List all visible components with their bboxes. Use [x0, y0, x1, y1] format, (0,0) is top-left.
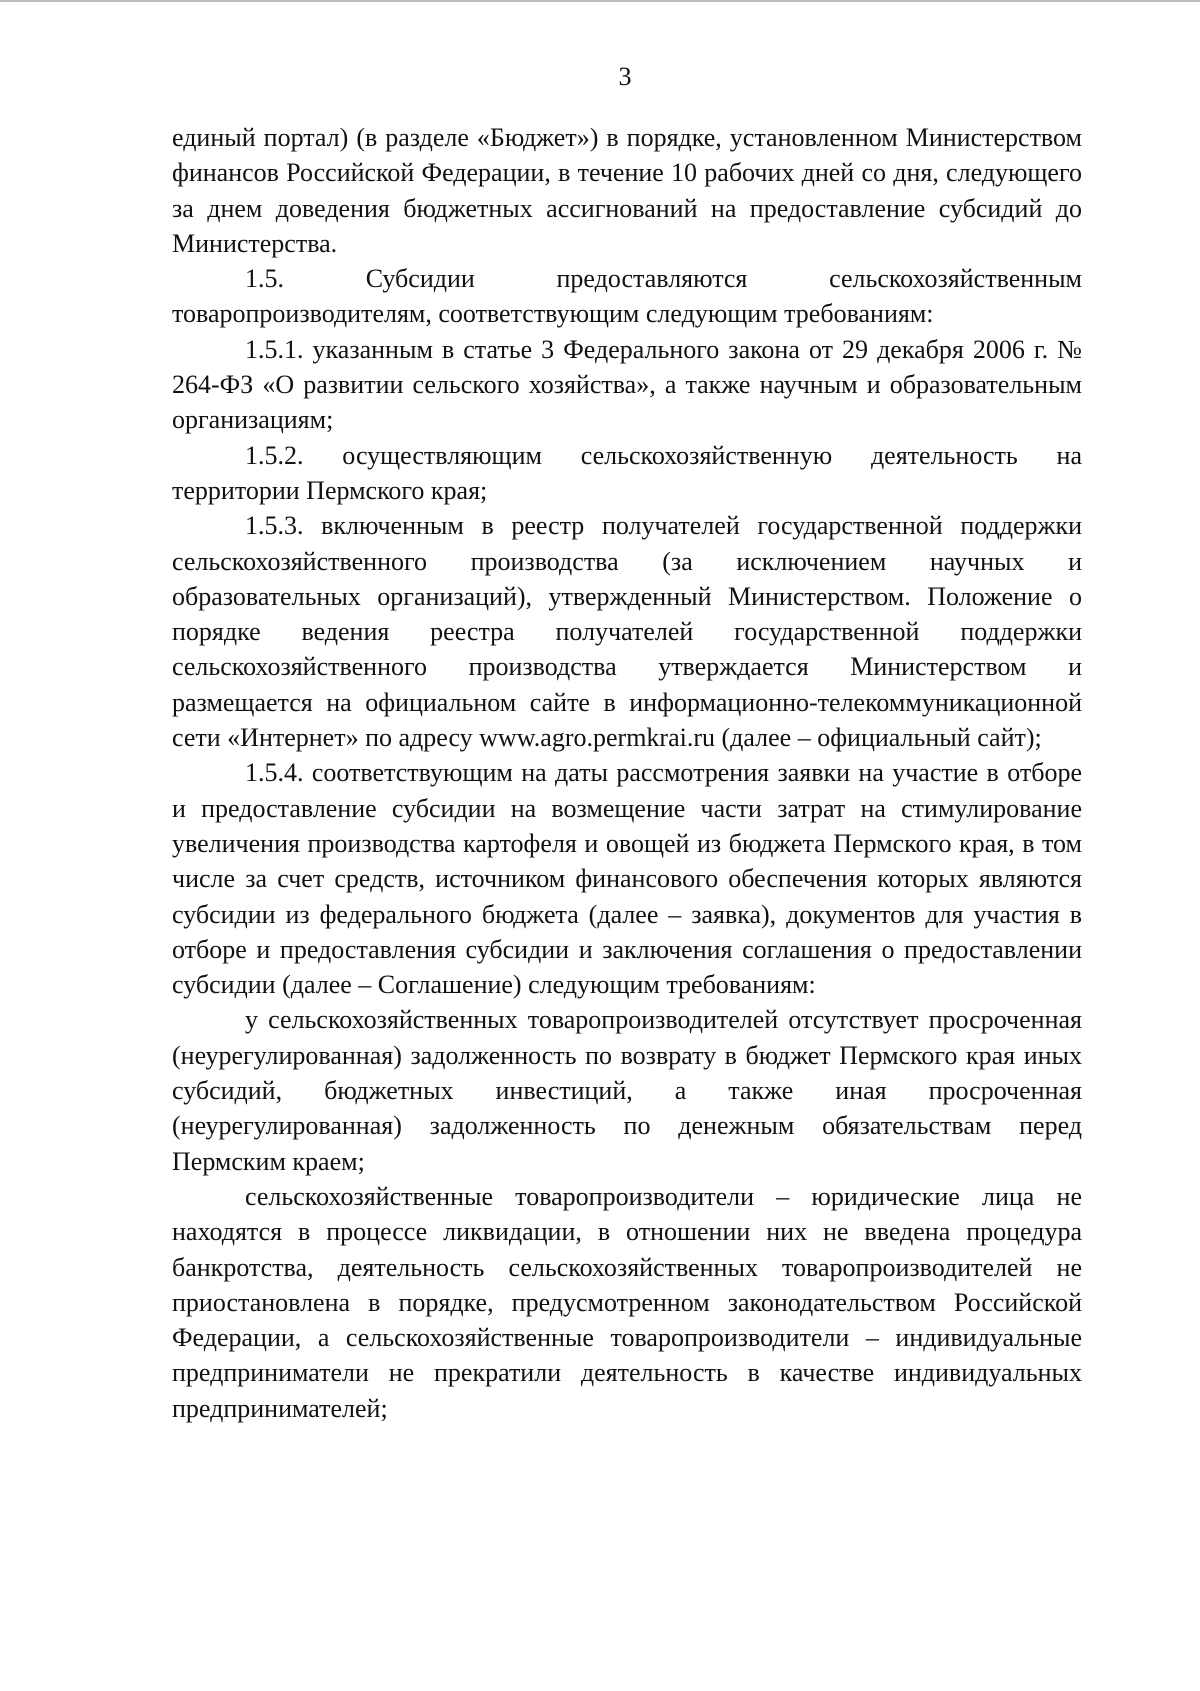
- paragraph-1-5-2: 1.5.2. осуществляющим сельскохозяйственную деятельность на территории Пермского края;: [172, 440, 1082, 505]
- paragraph-no-debt-requirement: у сельскохозяйственных товаропроизводителей отсутствует просроченная (неурегулированная) задолженность по возврату в бюджет Пермского края иных субсидий, бюджетных инвестиций, а также иная просроченная (неурегулированная) задолженность по денежным обязательствам перед Пермским краем;: [172, 1005, 1082, 1176]
- page-number: 3: [618, 62, 632, 91]
- scan-edge-line: [0, 0, 1200, 2]
- document-body: [172, 120, 1082, 1426]
- paragraph-1-5-3: 1.5.3. включенным в реестр получателей государственной поддержки сельскохозяйственного производства (за исключением научных и образовательных организаций), утвержденный Министерством. Положение о порядке ведения реестра получателей государственной поддержки сельскохозяйственного производства утверждается Министерством и размещается на официальном сайте в информационно-телекоммуникационной сети «Интернет» по адресу www.agro.permkrai.ru (далее – официальный сайт);: [172, 511, 1082, 753]
- paragraph-1-5-4: 1.5.4. соответствующим на даты рассмотрения заявки на участие в отборе и предоставление субсидии на возмещение части затрат на стимулирование увеличения производства картофеля и овощей из бюджета Пермского края, в том числе за счет средств, источником финансового обеспечения которых являются субсидии из федерального бюджета (далее – заявка), документов для участия в отборе и предоставления субсидии и заключения соглашения о предоставлении субсидии (далее – Соглашение) следующим требованиям:: [172, 758, 1082, 1000]
- paragraph-1-5-1: 1.5.1. указанным в статье 3 Федерального закона от 29 декабря 2006 г. № 264-ФЗ «О развитии сельского хозяйства», а также научным и образовательным организациям;: [172, 334, 1082, 435]
- paragraph-no-liquidation-requirement: сельскохозяйственные товаропроизводители – юридические лица не находятся в процессе ликвидации, в отношении них не введена процедура банкротства, деятельность сельскохозяйственных товаропроизводителей не приостановлена в порядке, предусмотренном законодательством Российской Федерации, а сельскохозяйственные товаропроизводители – индивидуальные предприниматели не прекратили деятельность в качестве индивидуальных предпринимателей;: [172, 1181, 1082, 1423]
- paragraph-portal-continuation: единый портал) (в разделе «Бюджет») в порядке, установленном Министерством финансов Российской Федерации, в течение 10 рабочих дней со дня, следующего за днем доведения бюджетных ассигнований на предоставление субсидий до Министерства.: [172, 123, 1082, 258]
- paragraph-1-5: 1.5. Субсидии предоставляются сельскохозяйственным товаропроизводителям, соответствующим следующим требованиям:: [172, 264, 1082, 329]
